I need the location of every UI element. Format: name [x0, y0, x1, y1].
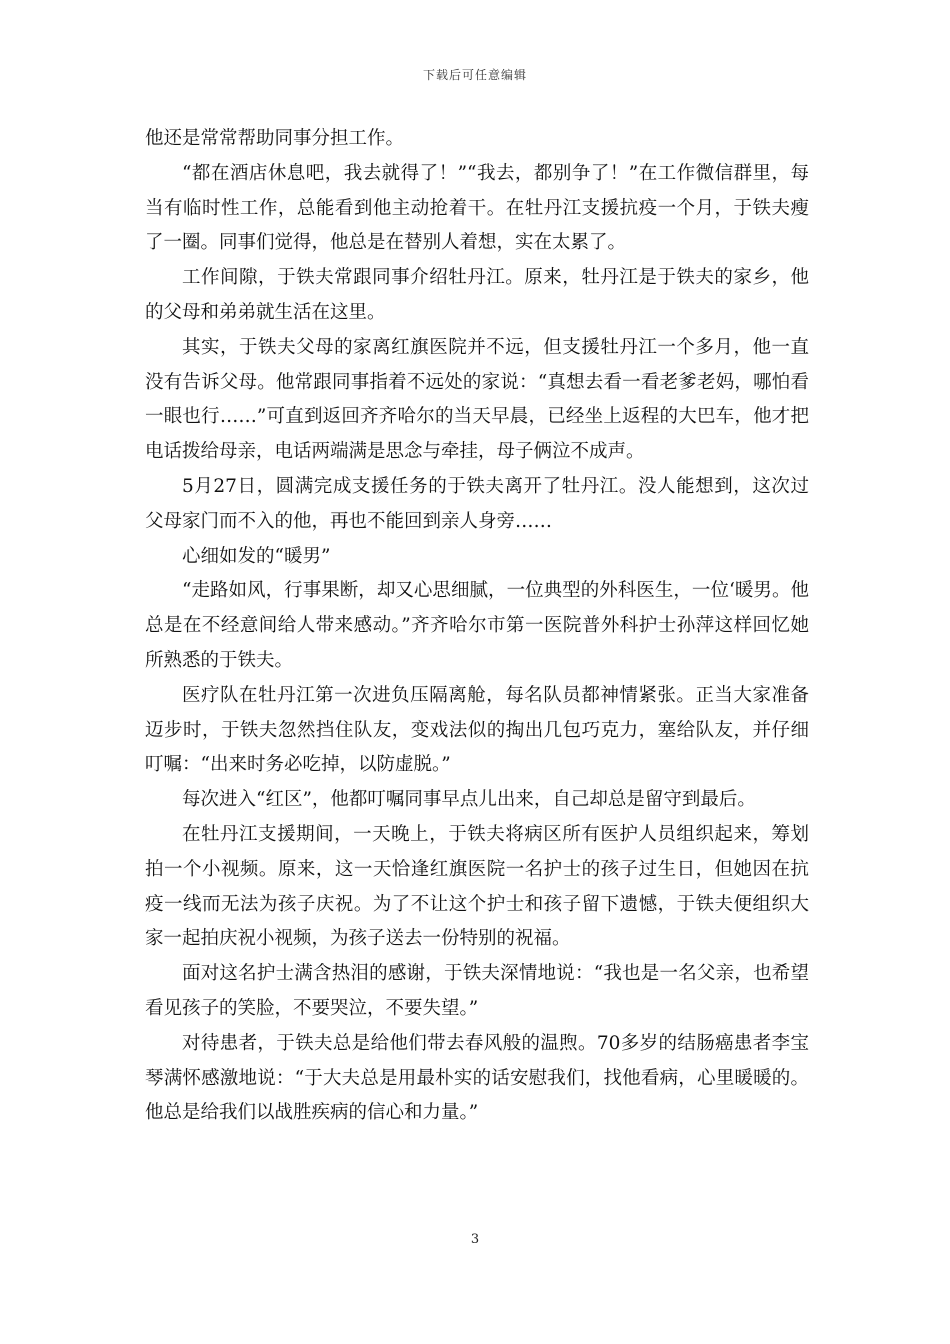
paragraph: “走路如风，行事果断，却又心思细腻，一位典型的外科医生，一位‘暖男。他总是在不经意间给人带来感动。”齐齐哈尔市第一医院普外科护士孙萍这样回忆她所熟悉的于铁夫。 — [145, 580, 809, 671]
paragraph: “都在酒店休息吧，我去就得了！”“我去，都别争了！”在工作微信群里，每当有临时性工作，总能看到他主动抢着干。在牡丹江支援抗疫一个月，于铁夫瘦了一圈。同事们觉得，他总是在替别人着想，实在太累了。 — [145, 162, 809, 254]
paragraph: 医疗队在牡丹江第一次进负压隔离舱，每名队员都神情紧张。正当大家准备迈步时，于铁夫忽然挡住队友，变戏法似的掏出几包巧克力，塞给队友，并仔细叮嘱：“出来时务必吃掉，以防虚脱。” — [145, 684, 809, 776]
paragraph: 面对这名护士满含热泪的感谢，于铁夫深情地说：“我也是一名父亲，也希望看见孩子的笑脸，不要哭泣，不要失望。” — [145, 963, 809, 1019]
paragraph: 他还是常常帮助同事分担工作。 — [145, 128, 405, 149]
page-header: 下载后可任意编辑 — [422, 68, 527, 82]
page-number: 3 — [470, 1232, 480, 1247]
body-text — [145, 122, 809, 1131]
paragraph: 工作间隙，于铁夫常跟同事介绍牡丹江。原来，牡丹江是于铁夫的家乡，他的父母和弟弟就生活在这里。 — [145, 267, 809, 323]
paragraph: 5月27日，圆满完成支援任务的于铁夫离开了牡丹江。没人能想到，这次过父母家门而不入的他，再也不能回到亲人身旁…… — [145, 475, 809, 532]
paragraph: 对待患者，于铁夫总是给他们带去春风般的温煦。70多岁的结肠癌患者李宝琴满怀感激地说：“于大夫总是用最朴实的话安慰我们，找他看病，心里暖暖的。他总是给我们以战胜疾病的信心和力量。” — [145, 1032, 809, 1124]
paragraph: 其实，于铁夫父母的家离红旗医院并不远，但支援牡丹江一个多月，他一直没有告诉父母。他常跟同事指着不远处的家说：“真想去看一看老爹老妈，哪怕看一眼也行……”可直到返回齐齐哈尔的当天早晨，已经坐上返程的大巴车，他才把电话拨给母亲，电话两端满是思念与牵挂，母子俩泣不成声。 — [145, 336, 809, 463]
paragraph: 在牡丹江支援期间，一天晚上，于铁夫将病区所有医护人员组织起来，筹划拍一个小视频。原来，这一天恰逢红旗医院一名护士的孩子过生日，但她因在抗疫一线而无法为孩子庆祝。为了不让这个护士和孩子留下遗憾，于铁夫便组织大家一起拍庆祝小视频，为孩子送去一份特别的祝福。 — [145, 823, 809, 950]
paragraph: 每次进入“红区”，他都叮嘱同事早点儿出来，自己却总是留守到最后。 — [182, 789, 756, 811]
section-heading: 心细如发的“暖男” — [182, 545, 331, 567]
